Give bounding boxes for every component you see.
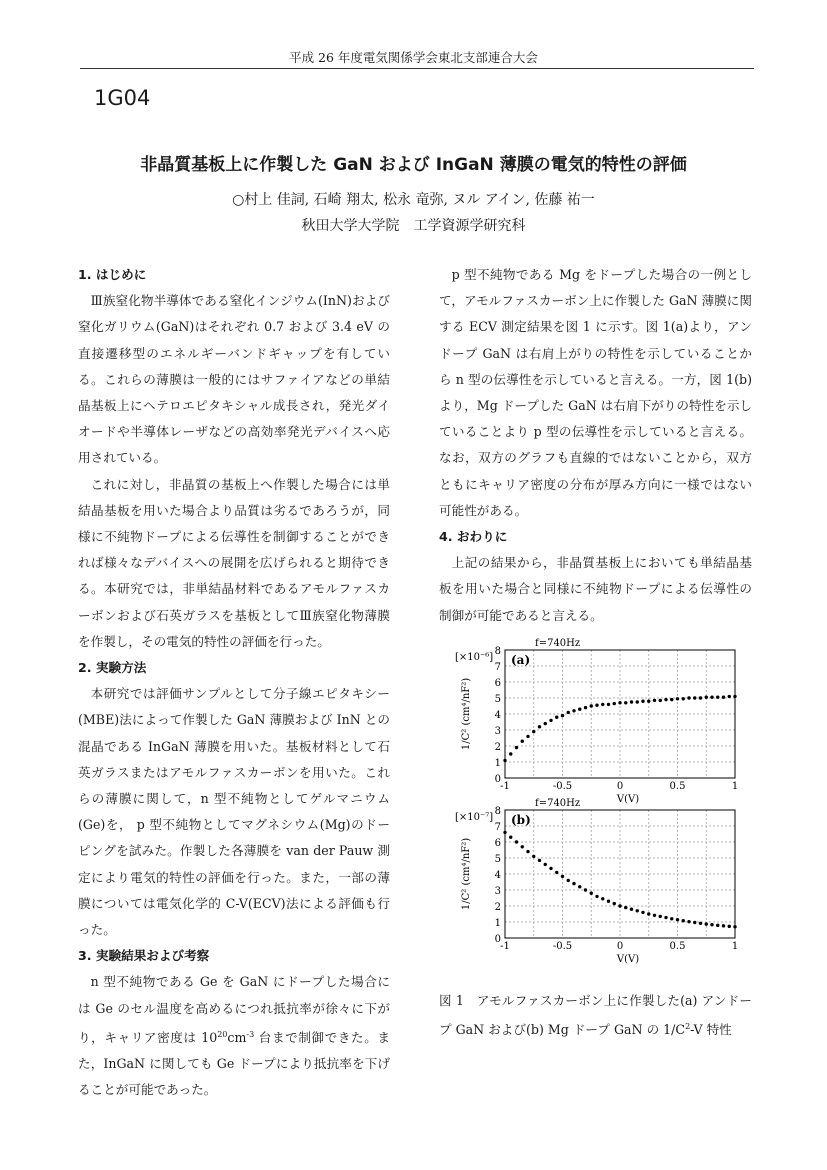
data-point bbox=[544, 722, 547, 725]
y-tick-label: 0 bbox=[494, 934, 501, 945]
data-point bbox=[572, 882, 575, 885]
data-point bbox=[664, 698, 667, 701]
x-tick-label: 0.5 bbox=[669, 941, 686, 952]
data-point bbox=[653, 914, 656, 917]
left-column bbox=[78, 262, 390, 1104]
data-point bbox=[509, 752, 512, 755]
data-point bbox=[532, 730, 535, 733]
x-tick-label: 0.5 bbox=[669, 781, 686, 792]
data-point bbox=[584, 888, 587, 891]
data-point bbox=[595, 895, 598, 898]
frequency-label: f=740Hz bbox=[535, 638, 581, 649]
data-point bbox=[607, 703, 610, 706]
data-point bbox=[676, 697, 679, 700]
data-point bbox=[613, 702, 616, 705]
x-tick-label: 0 bbox=[616, 941, 624, 952]
data-point bbox=[716, 924, 719, 927]
panel-label: (b) bbox=[511, 813, 531, 827]
data-point bbox=[636, 909, 639, 912]
paper-code: 1G04 bbox=[94, 86, 151, 110]
data-point bbox=[595, 704, 598, 707]
x-tick-label: 1 bbox=[731, 781, 739, 792]
data-point bbox=[722, 696, 725, 699]
data-point bbox=[572, 709, 575, 712]
data-point bbox=[544, 863, 547, 866]
data-point bbox=[630, 908, 633, 911]
data-point bbox=[521, 740, 524, 743]
section-heading: 3. 実験結果および考察 bbox=[78, 948, 210, 964]
y-tick-label: 5 bbox=[494, 694, 501, 705]
affiliation: 秋田大学大学院 工学資源学研究科 bbox=[301, 218, 526, 234]
data-point bbox=[538, 725, 541, 728]
data-point bbox=[590, 892, 593, 895]
data-point bbox=[647, 912, 650, 915]
data-point bbox=[710, 696, 713, 699]
paragraph: 本研究では評価サンプルとして分子線エピタキシー(MBE)法によって作製した GaN 薄膜および InN との混晶である InGaN 薄膜を用いた。基板材料として石英ガラスまたはアモルファスカーボンを用いた。これらの薄膜に関して，n 型不純物としてゲルマニウム(Ge)を， p 型不純物としてマグネシウム(Mg)のドーピングを試みた。作製した各薄膜を van der Pauw 測定により電気的特性の評価を行った。また，一部の薄膜については電気化学的 C-V(ECV)法による評価も行った。 bbox=[78, 686, 390, 938]
paragraph: p 型不純物である Mg をドープした場合の一例として，アモルファスカーボン上に作製した GaN 薄膜に関する ECV 測定結果を図 1 に示す。図 1(a)より，アンドープ GaN は右肩上がりの特性を示していることから n 型の伝導性を示していると言える。一方，図 1(b)より，Mg ドープした GaN は右肩下がりの特性を示していることより p 型の伝導性を示していると言える。なお，双方のグラフも直線的ではないことから，双方ともにキャリア密度の分布が厚み方向に一様ではない可能性がある。 bbox=[439, 267, 752, 518]
frequency-label: f=740Hz bbox=[535, 798, 581, 809]
data-point bbox=[561, 875, 564, 878]
data-point bbox=[567, 879, 570, 882]
data-point bbox=[555, 716, 558, 719]
y-tick-label: 4 bbox=[494, 870, 501, 881]
data-point bbox=[624, 906, 627, 909]
data-point bbox=[670, 917, 673, 920]
y-tick-label: 6 bbox=[494, 838, 501, 849]
data-point bbox=[590, 704, 593, 707]
y-tick-label: 2 bbox=[494, 742, 501, 753]
data-point bbox=[699, 922, 702, 925]
data-point bbox=[728, 695, 731, 698]
data-point bbox=[515, 746, 518, 749]
data-point bbox=[728, 925, 731, 928]
paragraph bbox=[78, 969, 390, 1103]
data-point bbox=[555, 871, 558, 874]
data-point bbox=[578, 708, 581, 711]
data-point bbox=[636, 700, 639, 703]
x-tick-label: -1 bbox=[500, 941, 510, 952]
scale-label: [×10⁻⁷] bbox=[455, 812, 494, 823]
y-tick-label: 1 bbox=[494, 918, 501, 929]
data-point bbox=[710, 923, 713, 926]
panel-label: (a) bbox=[511, 653, 531, 667]
x-tick-label: -0.5 bbox=[552, 781, 573, 792]
superscript: -3 bbox=[246, 1029, 255, 1039]
paragraph: これに対し，非晶質の基板上へ作製した場合には単結晶基板を用いた場合より品質は劣るであろうが，同様に不純物ドープによる伝導性を制御することができれば様々なデバイスへの展開を広げられると期待できる。本研究では，非単結晶材料であるアモルファスカーボンおよび石英ガラスを基板としてⅢ族窒化物薄膜を作製し，その電気的特性の評価を行った。 bbox=[78, 476, 390, 649]
x-tick-label: -0.5 bbox=[552, 941, 573, 952]
data-point bbox=[607, 900, 610, 903]
data-point bbox=[653, 699, 656, 702]
data-point bbox=[705, 922, 708, 925]
x-tick-label: 0 bbox=[616, 781, 624, 792]
caption-superscript: 2 bbox=[685, 1022, 691, 1031]
data-point bbox=[503, 759, 506, 762]
data-point bbox=[687, 696, 690, 699]
data-point bbox=[705, 696, 708, 699]
data-point bbox=[561, 714, 564, 717]
scale-label: [×10⁻⁶] bbox=[455, 652, 494, 663]
superscript: 20 bbox=[217, 1029, 228, 1039]
text-run: n 型不純物である Ge を GaN にドープした場合には Ge のセル温度を高めるにつれ抵抗率が徐々に下がり，キャリア密度は 10 bbox=[78, 974, 390, 1046]
figure-1 bbox=[440, 630, 760, 970]
y-tick-label: 2 bbox=[494, 902, 501, 913]
data-point bbox=[659, 699, 662, 702]
y-tick-label: 6 bbox=[494, 678, 501, 689]
section-heading: 2. 実験方法 bbox=[78, 660, 147, 676]
data-point bbox=[630, 700, 633, 703]
figure-svg bbox=[440, 630, 760, 970]
data-point bbox=[699, 696, 702, 699]
y-axis-label: 1/C² (cm⁴/nF²) bbox=[461, 677, 472, 751]
text-run: 台まで制御できた。また，InGaN に関しても Ge ドープにより抵抗率を下げることが可能であった。 bbox=[78, 1030, 390, 1098]
y-tick-label: 8 bbox=[494, 646, 501, 657]
paragraph: Ⅲ族窒化物半導体である窒化インジウム(InN)および窒化ガリウム(GaN)はそれぞれ 0.7 および 3.4 eV の直接遷移型のエネルギーバンドギャップを有している。これらの薄膜は一般的にはサファイアなどの単結晶基板上にヘテロエピタキシャル成長され，発光ダイオードや半導体レーザなどの高効率発光デバイスへ応用されている。 bbox=[78, 293, 390, 466]
paper-title: 非晶質基板上に作製した GaN および InGaN 薄膜の電気的特性の評価 bbox=[140, 155, 687, 175]
y-tick-label: 3 bbox=[494, 886, 501, 897]
data-point bbox=[733, 925, 736, 928]
y-tick-label: 8 bbox=[494, 806, 501, 817]
data-point bbox=[503, 831, 506, 834]
caption-text: 図 1 アモルファスカーボン上に作製した(a) アンドープ GaN および(b) Mg ドープ GaN の 1/C bbox=[439, 993, 752, 1038]
data-point bbox=[538, 859, 541, 862]
data-point bbox=[601, 703, 604, 706]
right-column bbox=[439, 262, 752, 629]
section-heading: 1. はじめに bbox=[78, 267, 147, 282]
text-run: cm bbox=[227, 1030, 247, 1046]
data-point bbox=[601, 897, 604, 900]
data-point bbox=[693, 696, 696, 699]
caption-text: -V 特性 bbox=[690, 1022, 732, 1038]
data-point bbox=[532, 855, 535, 858]
y-tick-label: 1 bbox=[494, 758, 501, 769]
data-point bbox=[549, 867, 552, 870]
data-point bbox=[526, 850, 529, 853]
data-point bbox=[584, 706, 587, 709]
data-point bbox=[693, 921, 696, 924]
y-tick-label: 4 bbox=[494, 710, 501, 721]
data-point bbox=[733, 695, 736, 698]
data-point bbox=[659, 915, 662, 918]
data-point bbox=[641, 911, 644, 914]
data-point bbox=[641, 700, 644, 703]
data-point bbox=[521, 845, 524, 848]
y-tick-label: 5 bbox=[494, 854, 501, 865]
data-point bbox=[567, 711, 570, 714]
figure-caption bbox=[439, 988, 752, 1043]
data-point bbox=[722, 924, 725, 927]
x-axis-label: V(V) bbox=[616, 954, 640, 965]
data-point bbox=[687, 920, 690, 923]
y-tick-label: 7 bbox=[494, 662, 501, 673]
paragraph: 上記の結果から，非晶質基板上においても単結晶基板を用いた場合と同様に不純物ドープによる伝導性の制御が可能であると言える。 bbox=[439, 555, 752, 623]
y-tick-label: 7 bbox=[494, 822, 501, 833]
author-list: ○村上 佳詞, 石崎 翔太, 松永 竜弥, ヌル アイン, 佐藤 祐一 bbox=[232, 192, 595, 208]
data-point bbox=[676, 918, 679, 921]
data-point bbox=[549, 719, 552, 722]
data-point bbox=[624, 701, 627, 704]
x-axis-label: V(V) bbox=[616, 794, 640, 805]
data-point bbox=[618, 904, 621, 907]
y-tick-label: 3 bbox=[494, 726, 501, 737]
data-point bbox=[515, 840, 518, 843]
data-point bbox=[682, 919, 685, 922]
conference-header: 平成 26 年度電気関係学会東北支部連合大会 bbox=[289, 50, 538, 65]
data-point bbox=[647, 700, 650, 703]
data-point bbox=[613, 902, 616, 905]
data-point bbox=[618, 701, 621, 704]
data-point bbox=[670, 698, 673, 701]
data-point bbox=[716, 696, 719, 699]
data-point bbox=[526, 735, 529, 738]
y-axis-label: 1/C² (cm⁴/nF²) bbox=[461, 837, 472, 911]
x-tick-label: -1 bbox=[500, 781, 510, 792]
data-point bbox=[578, 885, 581, 888]
data-point bbox=[664, 916, 667, 919]
x-tick-label: 1 bbox=[731, 941, 739, 952]
data-point bbox=[682, 697, 685, 700]
y-tick-label: 0 bbox=[494, 774, 501, 785]
data-point bbox=[509, 836, 512, 839]
header-rule bbox=[80, 68, 754, 69]
section-heading: 4. おわりに bbox=[439, 529, 508, 545]
